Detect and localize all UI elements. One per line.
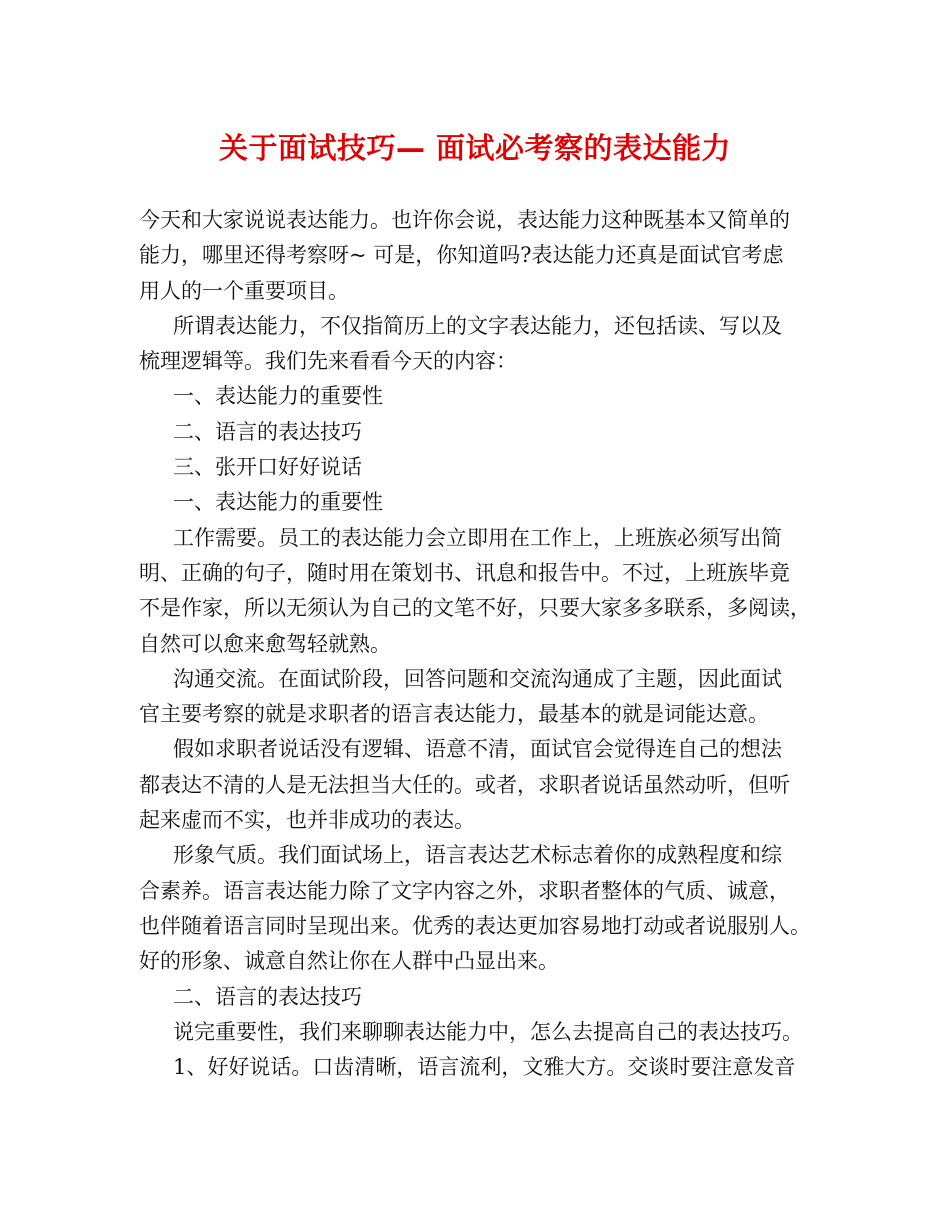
text-line: 官主要考察的就是求职者的语言表达能力，最基本的就是词能达意。 xyxy=(139,702,769,727)
text-line: 所谓表达能力，不仅指简历上的文字表达能力，还包括读、写以及 xyxy=(173,313,782,338)
text-line: 好的形象、诚意自然让你在人群中凸显出来。 xyxy=(139,949,559,974)
text-line: 形象气质。我们面试场上，语言表达艺术标志着你的成熟程度和综 xyxy=(173,843,782,868)
text-line: 也伴随着语言同时呈现出来。优秀的表达更加容易地打动或者说服别人。 xyxy=(139,913,811,938)
text-line: 工作需要。员工的表达能力会立即用在工作上，上班族必须写出简 xyxy=(173,525,782,550)
text-line: 沟通交流。在面试阶段，回答问题和交流沟通成了主题，因此面试 xyxy=(173,666,782,691)
text-line: 明、正确的句子，随时用在策划书、讯息和报告中。不过，上班族毕竟 xyxy=(139,560,790,585)
text-line: 能力，哪里还得考察呀~ 可是，你知道吗?表达能力还真是面试官考虑 xyxy=(139,243,784,268)
text-line: 一、表达能力的重要性 xyxy=(173,490,383,515)
text-line: 自然可以愈来愈驾轻就熟。 xyxy=(139,631,391,656)
text-line: 用人的一个重要项目。 xyxy=(139,278,349,303)
text-line: 三、张开口好好说话 xyxy=(173,455,362,480)
text-line: 起来虚而不实，也并非成功的表达。 xyxy=(139,808,475,833)
text-line: 假如求职者说话没有逻辑、语意不清，面试官会觉得连自己的想法 xyxy=(173,737,782,762)
text-line: 二、语言的表达技巧 xyxy=(173,984,362,1009)
text-line: 1、好好说话。口齿清晰，语言流利，文雅大方。交谈时要注意发音 xyxy=(173,1055,796,1080)
text-line: 梳理逻辑等。我们先来看看今天的内容： xyxy=(139,349,517,374)
text-line: 一、表达能力的重要性 xyxy=(173,384,383,409)
document-title: 关于面试技巧— 面试必考察的表达能力 xyxy=(218,131,732,165)
text-line: 说完重要性，我们来聊聊表达能力中，怎么去提高自己的表达技巧。 xyxy=(173,1019,803,1044)
text-line: 二、语言的表达技巧 xyxy=(173,419,362,444)
text-line: 不是作家，所以无须认为自己的文笔不好，只要大家多多联系，多阅读， xyxy=(139,596,811,621)
text-line: 合素养。语言表达能力除了文字内容之外，求职者整体的气质、诚意， xyxy=(139,878,790,903)
text-line: 今天和大家说说表达能力。也许你会说，表达能力这种既基本又简单的 xyxy=(139,208,790,232)
text-line: 都表达不清的人是无法担当大任的。或者，求职者说话虽然动听，但听 xyxy=(139,772,790,797)
document-body xyxy=(139,203,829,1085)
